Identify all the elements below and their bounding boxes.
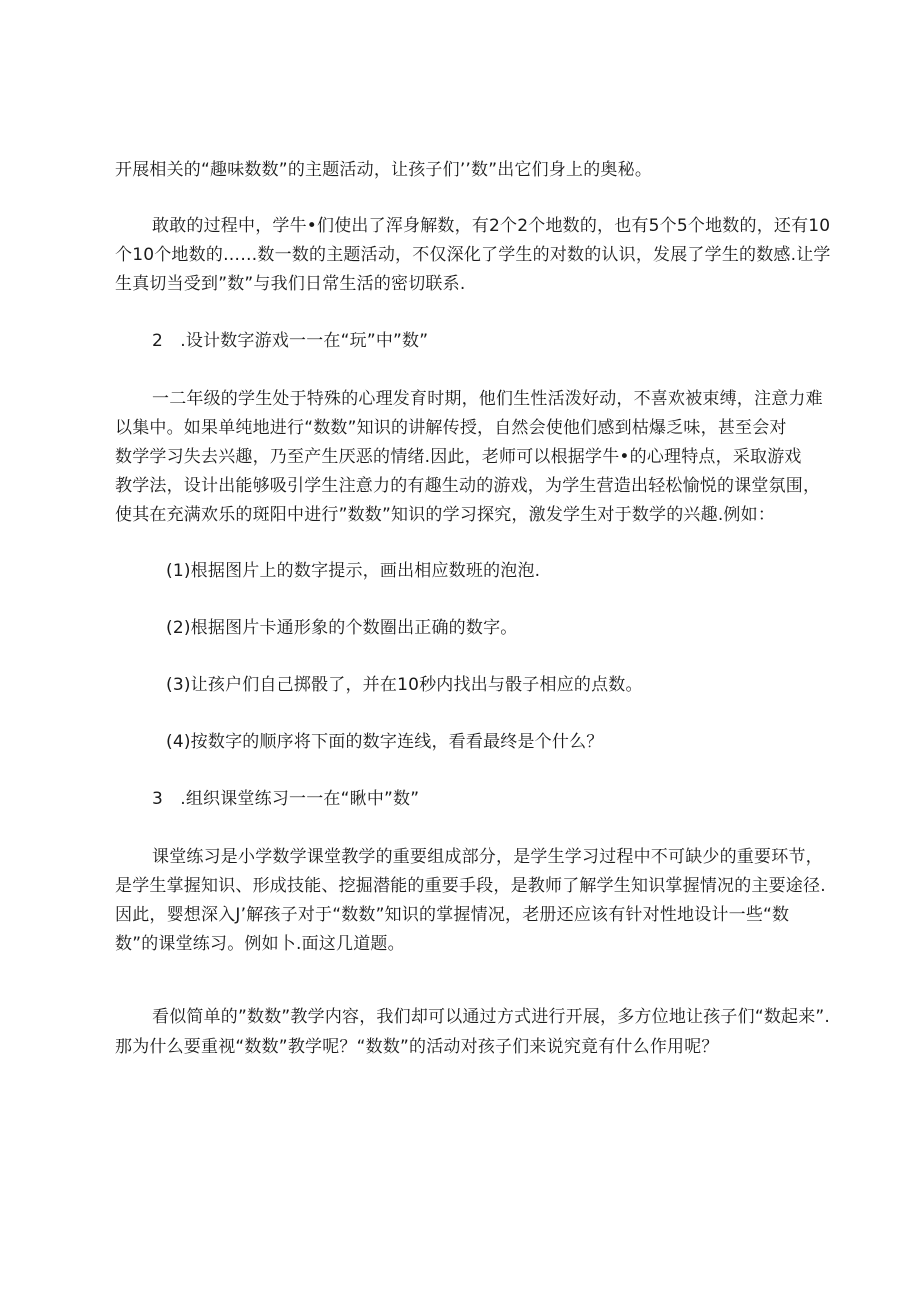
section-heading: 3 .组织课堂练习一一在“瞅中”数” xyxy=(152,789,420,809)
paragraph-line: 以集中。如果单纯地进行“数数”知识的讲解传授，自然会使他们感到枯爆乏味，甚至会对 xyxy=(115,418,787,438)
paragraph-line: 因此，婴想深入J’解孩子对于“数数”知识的掌握情况，老册还应该有针对性地设计一些“数 xyxy=(115,905,790,925)
paragraph-line: 课堂练习是小学数学课堂教学的重要组成部分，是学生学习过程中不可缺少的重要环节， xyxy=(152,847,823,867)
paragraph-line: 生真切当受到”数”与我们日常生活的密切联系. xyxy=(115,274,466,294)
paragraph-line: 一二年级的学生处于特殊的心理发育时期，他们生性活泼好动，不喜欢被束缚，注意力难 xyxy=(152,389,823,409)
paragraph-line: 个10个地数的……数一数的主题活动，不仅深化了学生的对数的认识，发展了学生的数感.让学 xyxy=(115,245,831,265)
list-item: (2)根据图片卡通形象的个数圈出正确的数字。 xyxy=(166,618,518,638)
paragraph-line: 敢敢的过程中，学牛•们使出了浑身解数，有2个2个地数的，也有5个5个地数的，还有10 xyxy=(152,216,831,236)
paragraph-line: 是学生掌握知识、形成技能、挖掘潜能的重要手段，是教师了解学生知识掌握情况的主要途径. xyxy=(115,876,826,896)
list-item: (3)让孩户们自己掷骰了，并在10秒内找出与骰子相应的点数。 xyxy=(166,675,643,695)
section-heading: 2 .设计数字游戏一一在“玩”中”数” xyxy=(152,331,429,351)
paragraph-line: 数学学习失去兴趣，乃至产生厌恶的情绪.因此，老师可以根据学牛•的心理特点，采取游戏 xyxy=(115,447,802,467)
list-item: (1)根据图片上的数字提示，画出相应数班的泡泡. xyxy=(166,561,541,581)
paragraph-line: 那为什么要重视“数数”教学呢？“数数”的活动对孩子们来说究竟有什么作用呢？ xyxy=(115,1037,719,1057)
paragraph-line: 教学法，设计出能够吸引学生注意力的有趣生动的游戏，为学生营造出轻松愉悦的课堂氛围， xyxy=(115,476,821,496)
paragraph-line: 使其在充满欢乐的斑阳中进行”数数”知识的学习探究，激发学生对于数学的兴趣.例如： xyxy=(115,505,776,525)
paragraph-line: 数”的课堂练习。例如卜.面这几道题。 xyxy=(115,934,405,954)
list-item: (4)按数字的顺序将下面的数字连线，看看最终是个什么？ xyxy=(166,732,604,752)
paragraph-line: 看似简单的”数数”教学内容，我们却可以通过方式进行开展，多方位地让孩子们“数起来”. xyxy=(152,1007,831,1027)
paragraph-line: 开展相关的“趣味数数”的主题活动，让孩子们’’数”出它们身上的奥秘。 xyxy=(115,160,653,180)
